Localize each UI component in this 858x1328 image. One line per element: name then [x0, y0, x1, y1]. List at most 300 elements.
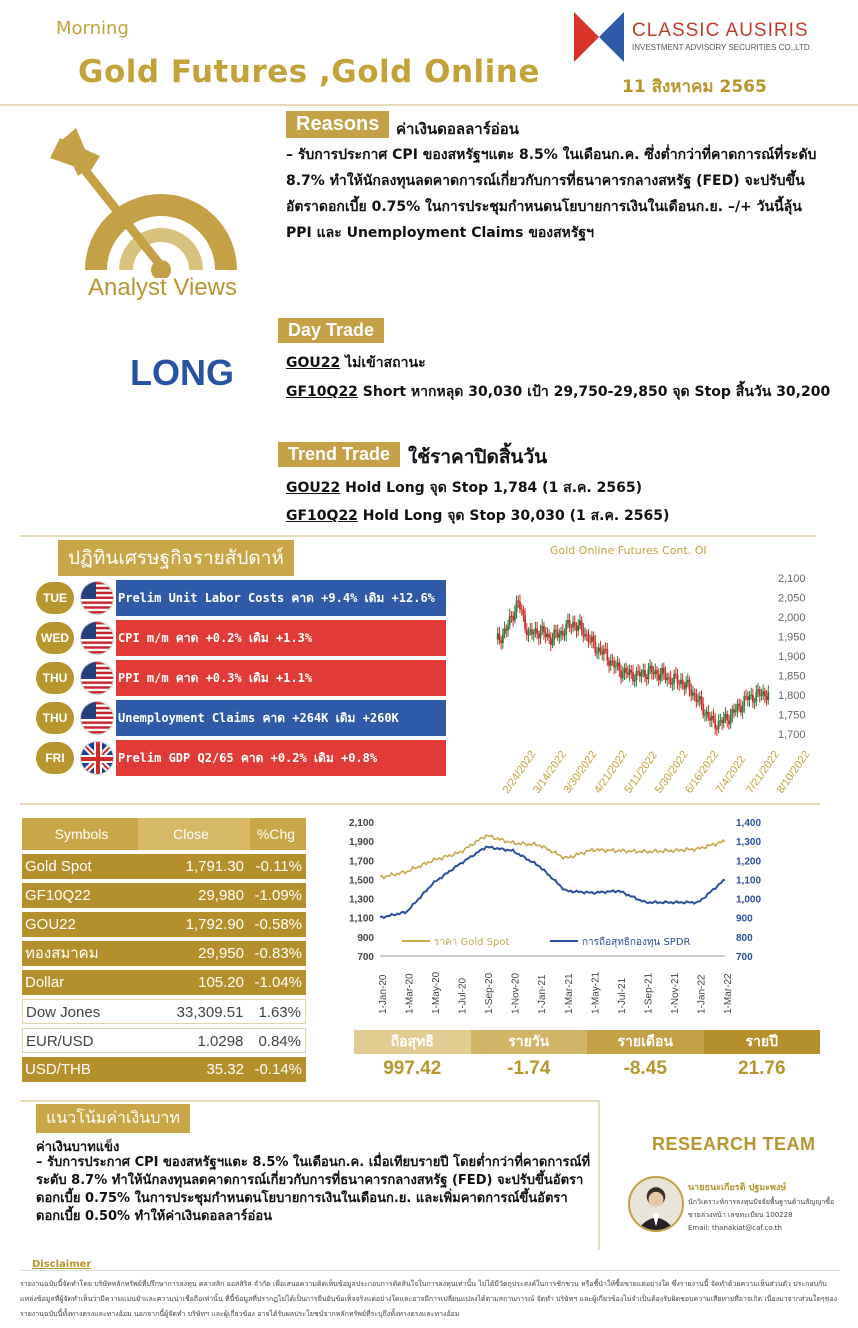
econ-item [36, 660, 446, 696]
x-tick-label: 1-Jan-20 [378, 974, 389, 1014]
candle-body [714, 719, 716, 729]
symbol-name: Gold Spot [25, 858, 92, 875]
candle-body [499, 634, 501, 640]
spdr-value-cell: 21.76 [737, 1058, 786, 1079]
candle-body [526, 629, 528, 635]
candle-body [737, 704, 739, 711]
symbol-chg: -0.83% [254, 945, 302, 962]
symbol-name: USD/THB [25, 1061, 91, 1078]
trend-trade-text-2: Hold Long จุด Stop 30,030 (1 ส.ค. 2565) [357, 508, 670, 524]
candle-body [687, 680, 689, 682]
reasons-headline: ค่าเงินดอลลาร์อ่อน [396, 120, 520, 138]
symbol-close: 1.0298 [197, 1033, 244, 1050]
symbol-close: 1,791.30 [185, 858, 244, 875]
company-name: CLASSIC AUSIRIS [632, 20, 809, 41]
candle-body [767, 692, 769, 700]
candle-body [740, 706, 742, 712]
spdr-holdings-table [354, 1030, 820, 1084]
candle-body [670, 678, 672, 685]
candle-body [654, 670, 656, 674]
candle-body [593, 636, 595, 642]
us-flag-icon [80, 661, 114, 695]
y-right-tick-label: 900 [736, 913, 753, 925]
candle-body [704, 714, 706, 715]
candle-body [750, 695, 752, 696]
day-trade-symbol-2: GF10Q22 [286, 384, 358, 400]
candle-body [762, 691, 764, 695]
symbol-close: 1,792.90 [185, 916, 244, 933]
candle-body [641, 673, 643, 677]
disclaimer-label: Disclaimer [32, 1259, 92, 1270]
candle-body [569, 620, 571, 627]
candle-body [678, 684, 680, 685]
candle-body [719, 720, 721, 721]
candle-body [723, 718, 725, 723]
spdr-header-cell: รายวัน [471, 1030, 588, 1054]
x-tick-label: 1-Nov-21 [669, 972, 681, 1014]
candle-body [680, 680, 682, 684]
candle-body [629, 670, 631, 675]
candle-body [552, 640, 554, 645]
candle-body [706, 712, 708, 715]
candle-body [742, 706, 744, 712]
day-badge: THU [36, 662, 74, 694]
y-left-tick-label: 900 [357, 932, 374, 944]
candle-body [582, 629, 584, 637]
analyst-name: นายธนะเกียรติ ปฐมะพงษ์ [688, 1183, 787, 1193]
candle-body [516, 600, 518, 612]
day-trade-line-1 [286, 352, 426, 374]
symbol-chg: 1.63% [258, 1004, 301, 1021]
candle-body [665, 673, 667, 680]
symbol-name: Dollar [25, 974, 65, 991]
candle-body [502, 634, 504, 643]
candle-body [589, 642, 591, 643]
x-tick-label: 1-May-21 [590, 971, 602, 1014]
candle-body [497, 634, 499, 640]
reasons-label: Reasons [286, 111, 389, 138]
candle-body [505, 629, 507, 631]
spdr-value-cell: 997.42 [383, 1058, 442, 1079]
candle-body [618, 663, 620, 671]
candle-body [656, 670, 658, 674]
symbols-table [22, 818, 306, 1082]
y-left-tick-label: 700 [357, 952, 374, 963]
candle-body [735, 711, 737, 713]
candle-body [581, 621, 583, 629]
candle-body [685, 682, 687, 688]
oi-chart-title: Gold Online Futures Cont. OI [550, 544, 707, 557]
header-divider [0, 104, 858, 106]
x-tick-label: 1-Jul-21 [616, 977, 628, 1014]
candle-body [603, 649, 605, 655]
candle-body [521, 610, 523, 611]
candle-body [690, 690, 692, 696]
candle-body [560, 631, 562, 634]
table-row [22, 999, 306, 1024]
x-tick-label: 3/14/2022 [531, 748, 569, 796]
y-tick-label: 1,950 [778, 631, 806, 644]
x-tick-label: 1-Jul-20 [457, 977, 469, 1014]
candle-body [504, 629, 506, 635]
candle-body [697, 700, 699, 701]
y-tick-label: 2,100 [778, 573, 806, 585]
x-tick-label: 3/30/2022 [561, 748, 600, 796]
candle-body [757, 689, 759, 691]
day-trade-text-1: ไม่เข้าสถานะ [340, 355, 426, 371]
col-close: Close [138, 818, 250, 850]
position-recommendation: LONG [130, 352, 234, 393]
candle-body [755, 692, 757, 702]
candle-body [519, 601, 521, 609]
candle-body [627, 673, 629, 675]
econ-item [36, 740, 446, 776]
x-tick-label: 5/11/2022 [622, 749, 660, 796]
day-badge: FRI [36, 742, 74, 774]
x-tick-label: 1-Nov-20 [510, 972, 522, 1014]
candle-body [707, 712, 709, 718]
table-row [22, 854, 306, 879]
candle-body [648, 669, 650, 679]
symbol-chg: -1.04% [254, 974, 302, 991]
trend-trade-symbol-1: GOU22 [286, 480, 341, 496]
candle-body [653, 672, 655, 674]
y-right-tick-label: 700 [736, 952, 753, 963]
x-tick-label: 4/21/2022 [591, 748, 630, 796]
x-tick-label: 1-Jan-22 [696, 974, 708, 1014]
econ-item [36, 620, 446, 656]
analyst-avatar [628, 1176, 684, 1232]
candle-body [600, 648, 602, 652]
us-flag-icon [80, 581, 114, 615]
econ-item [36, 700, 446, 736]
x-tick-label: 1-Jan-21 [537, 974, 549, 1014]
candle-body [557, 632, 559, 638]
candle-body [747, 697, 749, 700]
y-tick-label: 2,050 [778, 592, 806, 605]
candle-body [524, 615, 526, 629]
candle-body [761, 695, 763, 696]
table-row [22, 912, 306, 937]
symbol-close: 105.20 [198, 974, 244, 991]
col-chg: %Chg [256, 826, 296, 842]
y-right-tick-label: 1,400 [736, 818, 762, 829]
day-trade-symbol-1: GOU22 [286, 355, 341, 371]
table-row [22, 1028, 306, 1053]
candle-body [689, 680, 691, 690]
candle-body [675, 674, 677, 675]
y-tick-label: 1,800 [778, 690, 806, 702]
day-badge: WED [36, 622, 74, 654]
econ-event-text: Unemployment Claims คาด +264K เดิม +260K [116, 700, 446, 736]
candle-body [752, 695, 754, 702]
candle-body [660, 675, 662, 680]
candle-body [594, 642, 596, 653]
candle-body [565, 623, 567, 634]
y-left-tick-label: 1,300 [348, 894, 374, 906]
company-subname: INVESTMENT ADVISORY SECURITIES CO.,LTD. [632, 43, 812, 52]
candle-body [666, 678, 668, 681]
x-tick-label: 1-May-20 [431, 971, 443, 1014]
candle-body [509, 616, 511, 626]
candle-body [649, 666, 651, 670]
col-symbols: Symbols [54, 826, 109, 842]
x-tick-label: 6/16/2022 [683, 748, 722, 796]
candle-body [731, 709, 733, 715]
x-tick-label: 1-Mar-21 [563, 973, 575, 1014]
candle-body [528, 631, 530, 635]
disclaimer-text: รายงานฉบับนี้จัดทำโดย บริษัทหลักทรัพย์ที่ปรึกษาการลงทุน คลาสสิก ออสสิริส จำกัด เพื่อเสนอความคิดเห็นข้อมูลประกอบการตัดสินใจในการลงทุนเท่านั้น ไม่ได้มีวัตถุประสงค์ในการชักชวน หรือชี้นำให้ซื้อขายแต่อย่างใด ซึ่งรายงานนี้ จัดทำด้วยความเห็นส่วนตัว ประกอบกับแหล่งข้อมูลที่ผู้จัดทำเห็นว่ามีความแม่นยำและความน่าเชื่อถือเท่านั้น ที่นี้ข้อมูลที่ปรากฏไม่ได้เป็นการยืนยันข้อเท็จจริงแต่อย่างใดและอาจมีการเปลี่ยนแปลงได้ตามสถานการณ์ จัดทำ บริษัทฯ และผู้เกี่ยวข้องไม่จำเป็นต้องรับผิดชอบความเสียหายที่อาจเกิด เนื่องมาจากส่วนใดๆของรายงานฉบับนี้ทั้งทางตรงและทางอ้อม นอกจากนี้ผู้จัดทำ บริษัทฯ และผู้เกี่ยวข้อง อาจได้รับผลประโยชน์จากหลักทรัพย์ที่ระบุถึงทั้งทางตรงและทางอ้อม [20, 1280, 838, 1318]
trend-trade-text-1: Hold Long จุด Stop 1,784 (1 ส.ค. 2565) [340, 480, 642, 496]
trend-trade-symbol-2: GF10Q22 [286, 508, 358, 524]
series-line [380, 847, 725, 918]
candle-body [545, 633, 547, 637]
report-title: Gold Futures ,Gold Online [78, 54, 540, 90]
candle-body [576, 626, 578, 631]
y-left-tick-label: 1,900 [348, 837, 374, 849]
gold-online-candlestick-chart [460, 562, 820, 802]
candle-body [721, 720, 723, 723]
candle-body [709, 718, 711, 721]
gold-spot-spdr-line-chart [330, 808, 830, 1028]
candle-body [601, 651, 603, 654]
candle-body [598, 648, 600, 653]
candle-body [699, 696, 701, 700]
candle-body [743, 696, 745, 706]
symbols-table-header [22, 818, 306, 850]
candle-body [577, 625, 579, 631]
candle-body [718, 721, 720, 729]
spdr-header-cell: รายปี [704, 1030, 821, 1054]
reasons-body: – รับการประกาศ CPI ของสหรัฐฯแตะ 8.5% ในเดือนก.ค. ซึ่งต่ำกว่าที่คาดการณ์ที่ระดับ 8.7% ทำให้นักลงทุนลดคาดการณ์เกี่ยวกับการที่ธนาคารกลางสหรัฐ (FED) จะปรับขึ้นอัตราดอกเบี้ย 0.75% ในการประชุมกำหนดนโยบายการเงินในเดือนก.ย. –/+ วันนี้ลุ้น PPI และ Unemployment Claims ของสหรัฐฯ [286, 147, 817, 241]
trend-trade-headline: ใช้ราคาปิดสิ้นวัน [408, 446, 548, 468]
y-tick-label: 1,700 [778, 729, 806, 741]
candle-body [562, 631, 564, 635]
candle-body [605, 649, 607, 650]
research-team-label: RESEARCH TEAM [652, 1134, 816, 1154]
candle-body [617, 663, 619, 667]
baht-headline: ค่าเงินบาทแข็ง [36, 1140, 120, 1155]
baht-outlook-label: แนวโน้มค่าเงินบาท [36, 1104, 190, 1133]
symbol-name: GOU22 [25, 916, 76, 933]
candle-body [728, 721, 730, 725]
y-tick-label: 1,750 [778, 709, 806, 722]
baht-body: – รับการประกาศ CPI ของสหรัฐฯแตะ 8.5% ในเดือนก.ค. เมื่อเทียบรายปี โดยต่ำกว่าที่คาดการณ์ที่ระดับ 8.7% ทำให้นักลงทุนลดคาดการณ์เกี่ยวกับการที่ธนาคารกลางสหรัฐ (FED) จะปรับขึ้นอัตราดอกเบี้ย 0.75% ในการประชุมกำหนดนโยบายการเงินในเดือนก.ย. และเพิ่มคาดการณ์ขึ้นอัตราดอกเบี้ย 0.50% ทำให้ค่าเงินดอลลาร์อ่อน [36, 1155, 591, 1224]
candle-body [713, 716, 715, 719]
x-tick-label: 7/21/2022 [744, 748, 783, 796]
day-trade-line-2 [286, 381, 830, 403]
y-left-tick-label: 2,100 [348, 818, 374, 829]
candle-body [625, 668, 627, 673]
candle-body [533, 632, 535, 634]
company-logo-icon [574, 12, 624, 62]
y-tick-label: 1,900 [778, 651, 806, 663]
candle-body [745, 696, 747, 697]
candle-body [766, 696, 768, 700]
candle-body [606, 649, 608, 661]
x-tick-label: 7/4/2022 [713, 753, 749, 796]
y-tick-label: 1,850 [778, 670, 806, 683]
day-trade-text-2: Short หากหลุด 30,030 เป้า 29,750-29,850 จุด Stop สิ้นวัน 30,200 [357, 384, 831, 400]
day-trade-label: Day Trade [278, 318, 384, 343]
y-right-tick-label: 1,200 [736, 856, 762, 868]
candle-body [759, 689, 761, 695]
symbol-name: Dow Jones [26, 1004, 101, 1021]
candle-body [622, 673, 624, 678]
y-right-tick-label: 800 [736, 932, 753, 944]
x-tick-label: 1-Sep-20 [484, 972, 496, 1014]
spdr-value-cell: -8.45 [623, 1058, 667, 1079]
x-tick-label: 2/24/2022 [500, 748, 539, 796]
spdr-header-cell: ถือสุทธิ [354, 1030, 471, 1054]
symbol-close: 29,980 [198, 887, 244, 904]
candle-body [636, 671, 638, 680]
candle-body [514, 612, 516, 620]
candle-body [716, 729, 718, 730]
spdr-header-row [354, 1030, 820, 1054]
analyst-email: Email: thanakiat@caf.co.th [688, 1224, 782, 1232]
section-divider-2 [20, 803, 820, 805]
symbol-close: 33,309.51 [176, 1004, 244, 1021]
candle-body [639, 672, 641, 677]
candle-body [538, 634, 540, 638]
candle-body [668, 678, 670, 679]
candle-body [637, 671, 639, 672]
candle-body [586, 634, 588, 635]
candle-body [725, 714, 727, 718]
day-badge: THU [36, 702, 74, 734]
candle-body [570, 627, 572, 628]
candle-body [754, 702, 756, 703]
candle-body [555, 630, 557, 632]
x-tick-label: 5/30/2022 [652, 748, 691, 796]
econ-event-text: PPI m/m คาด +0.3% เดิม +1.1% [116, 660, 446, 696]
candle-body [661, 668, 663, 675]
uk-flag-icon [80, 741, 114, 775]
candle-body [695, 695, 697, 702]
us-flag-icon [80, 621, 114, 655]
y-right-tick-label: 1,000 [736, 894, 762, 906]
candle-body [564, 634, 566, 635]
candle-body [536, 628, 538, 634]
candle-body [610, 661, 612, 666]
candle-body [543, 626, 545, 633]
candle-body [634, 680, 636, 682]
legend-label: ราคา Gold Spot [434, 937, 510, 948]
candle-body [692, 693, 694, 696]
candle-body [730, 715, 732, 724]
disclaimer-divider [20, 1270, 840, 1271]
vertical-divider [598, 1100, 600, 1250]
trend-trade-label: Trend Trade [278, 442, 400, 467]
candle-body [548, 634, 550, 637]
candle-body [612, 661, 614, 662]
candle-body [663, 668, 665, 673]
candle-body [651, 666, 653, 673]
candle-body [596, 652, 598, 653]
candle-body [534, 628, 536, 632]
analyst-views-label: Analyst Views [88, 274, 237, 301]
econ-calendar-label: ปฏิทินเศรษฐกิจรายสัปดาห์ [58, 540, 294, 576]
candle-body [579, 621, 581, 626]
candle-body [500, 640, 502, 643]
series-line [380, 835, 725, 878]
candle-body [512, 616, 514, 620]
table-row [22, 970, 306, 995]
symbol-chg: -0.14% [254, 1061, 302, 1078]
candle-body [572, 622, 574, 627]
candle-body [608, 661, 610, 666]
table-row [22, 941, 306, 966]
candle-body [749, 696, 751, 701]
candle-body [558, 634, 560, 637]
x-tick-label: 1-Mar-20 [404, 973, 416, 1014]
report-subtitle: Morning [56, 18, 129, 39]
trend-trade-line-2 [286, 505, 669, 527]
y-right-tick-label: 1,300 [736, 837, 762, 849]
candle-body [511, 616, 513, 617]
y-left-tick-label: 1,500 [348, 875, 374, 887]
candle-body [683, 685, 685, 689]
candle-body [624, 668, 626, 673]
candle-body [682, 680, 684, 685]
candle-body [523, 610, 525, 615]
candle-body [701, 696, 703, 704]
candle-body [658, 674, 660, 680]
analyst-title: นักวิเคราะห์การลงทุนปัจจัยพื้นฐานด้านสัญญาซื้อ [688, 1198, 835, 1206]
trend-trade-line-1 [286, 477, 642, 499]
candle-body [574, 622, 576, 626]
candle-body [711, 716, 713, 721]
candle-body [546, 634, 548, 637]
spdr-value-cell: -1.74 [507, 1058, 551, 1079]
candle-body [591, 636, 593, 641]
symbol-chg: 0.84% [258, 1033, 301, 1050]
x-tick-label: 1-Sep-21 [643, 972, 655, 1014]
candle-body [694, 693, 696, 695]
candle-body [531, 629, 533, 634]
spdr-values-row [354, 1054, 820, 1084]
candle-body [517, 600, 519, 601]
y-left-tick-label: 1,100 [348, 913, 374, 925]
y-right-tick-label: 1,100 [736, 875, 762, 887]
table-row [22, 1057, 306, 1082]
target-arrow-icon [40, 128, 270, 278]
section-divider [20, 535, 816, 537]
candle-body [567, 620, 569, 623]
us-flag-icon [80, 701, 114, 735]
econ-item [36, 580, 446, 616]
candle-body [646, 677, 648, 679]
candle-body [726, 714, 728, 721]
symbol-close: 35.32 [206, 1061, 244, 1078]
candle-body [764, 691, 766, 696]
candle-body [733, 709, 735, 712]
candle-body [613, 661, 615, 668]
symbol-name: EUR/USD [26, 1033, 94, 1050]
legend-label: การถือสุทธิกองทุน SPDR [582, 937, 691, 948]
candle-body [644, 670, 646, 677]
candle-body [588, 635, 590, 642]
x-tick-label: 1-Mar-22 [723, 973, 734, 1014]
symbol-chg: -1.09% [254, 887, 302, 904]
candle-body [615, 666, 617, 667]
candle-body [540, 631, 542, 638]
econ-event-text: Prelim Unit Labor Costs คาด +9.4% เดิม +12.6% [116, 580, 446, 616]
symbol-close: 29,950 [198, 945, 244, 962]
day-badge: TUE [36, 582, 74, 614]
symbol-name: GF10Q22 [25, 887, 91, 904]
